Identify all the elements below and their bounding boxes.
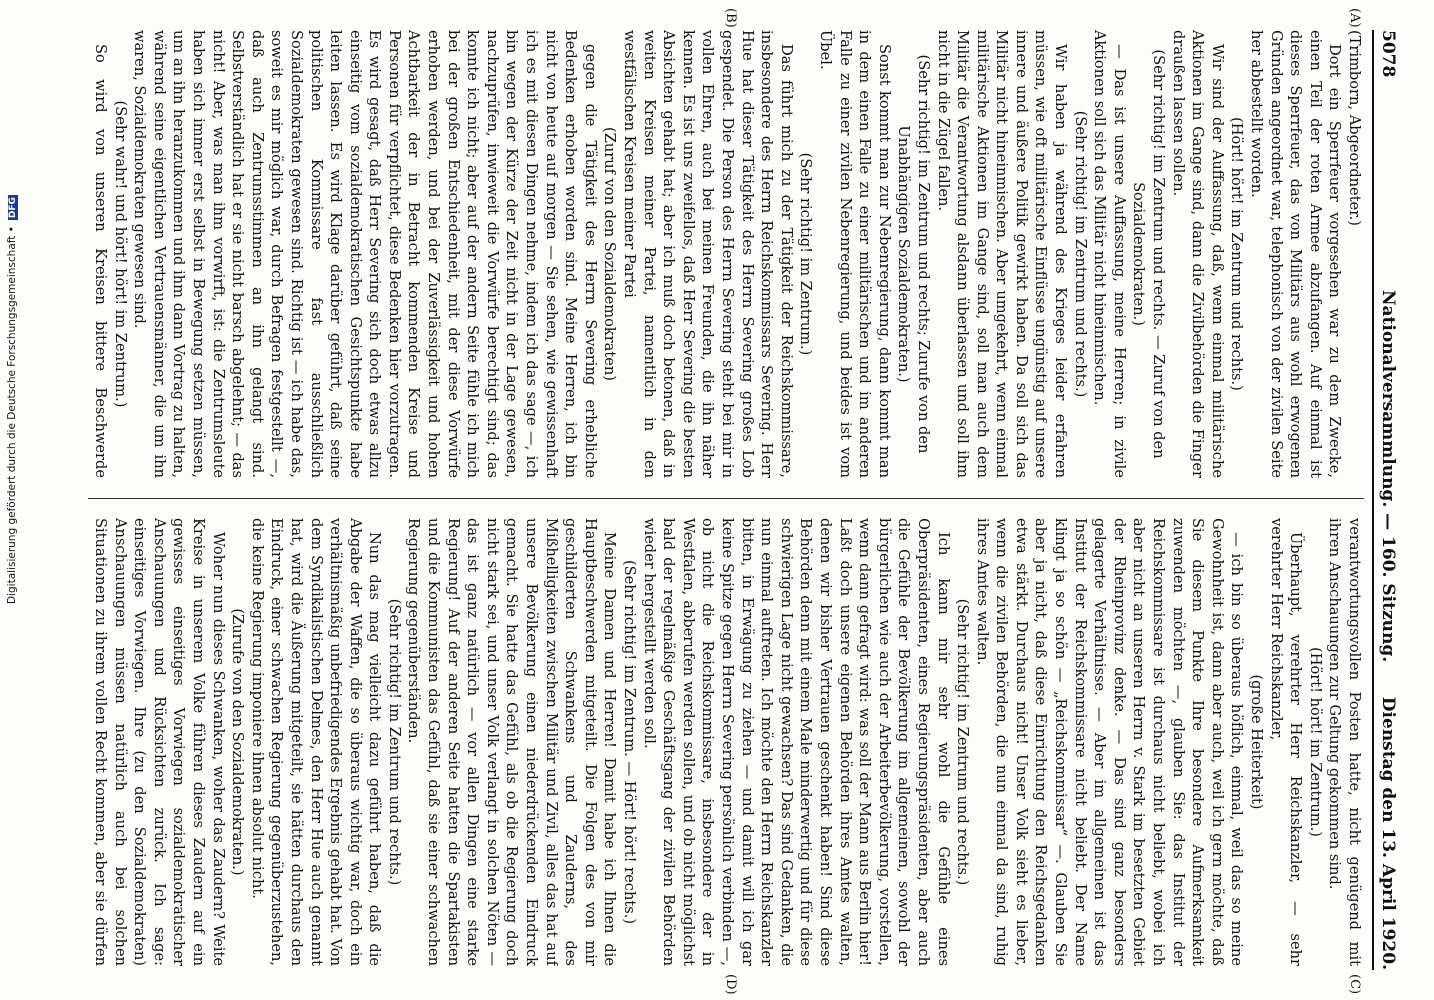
paragraph: Woher nun dieses Schwanken, woher das Zaudern? Weite Kreise in unserem Volke führen dieses Zaudern auf ein gewisses einseitiges Vorwiegen sozialdemokratischer Anschauungen und Rücksichten zurück. Ich sage: einseitiges Vorwiegen. Ihre (zu den Sozialdemokraten) Anschauungen müssen natürlich auch bei solchen Situationen zu ihrem vollen Recht kommen, aber sie dürfen [92,518,227,966]
paragraph: gegen die Tätigkeit des Herrn Severing erhebliche Bedenken erhoben worden sind. Meine Herren, ich bin nicht von heute auf morgen — Sie sehen, wie gewissenhaft ich es mit diesen Dingen nehme, indem ich das sage —, ich bin wegen der Kürze der Zeit nicht in der Lage gewesen, nachzuprüfen, inwieweit die Vorwürfe berechtigt sind; das konnte ich nicht; aber auf der andern Seite fühle ich mich bei der großen Entschiedenheit, mit der diese Vorwürfe erhoben werden, und bei der Zuverlässigkeit und hohen Achtbarkeit der in Betracht kommenden Kreise und Personen für verpflichtet, diese Bedenken hier vorzutragen. Es wird gesagt, daß Herr Severing sich doch etwas allzu einseitig vom sozialdemokratischen Gesichtspunkte habe leiten lassen. Es wird Klage darüber geführt, daß seine politischen Kommissare fast ausschließlich Sozialdemokraten gewesen sind. Richtig ist — ich habe das, soweit es mir möglich war, durch Befragen festgestellt —, daß auch Zentrumsstimmen an ihn gelangt sind. Selbstverständlich hat er sie nicht barsch abgelehnt; — das nicht! Aber, was man ihm vorwirft, ist: die Zentrumsleute haben sich immer erst selbst in Bewegung setzen müssen, um an ihn heranzukommen und ihm dann Vortrag zu halten, während seine eigentlichen Vertrauensmänner, die um ihn waren, Sozialdemokraten gewesen sind. [131,30,599,478]
left-text-column [88,30,1364,478]
interjection: (Hört! hört! im Zentrum.) [1306,647,1324,837]
paragraph: Ich kann mir sehr wohl die Gefühle eines Oberpräsidenten, eines Regierungspräsidenten, aber auch die Gefühle der Bevölkerung im allgemeinen, sowohl der bürgerlichen wie auch der Arbeiterbevölkerung, vorstellen, wenn dann gefragt wird: was soll der Mann aus Berlin hier! Laßt doch unsere eigenen Behörden ihres Amtes walten, denen wir bisher Vertrauen geschenkt haben! Sind diese Behörden denn mit einem Male minderwertig und für diese schwierigen Lage nicht gewachsen? Das sind Gedanken, die nun einmal auftreten. Ich möchte den Herrn Reichskanzler bitten, in Erwägung zu ziehen — und damit will ich gar keine Spitze gegen Herrn Severing persönlich verbinden —, ob nicht die Reichskommissare, insbesondere der in Westfalen, abberufen werden sollen, und ob nicht möglichst bald der regelmäßige Geschäftsgang der zivilen Behörden wieder hergestellt werden soll. [640,518,952,966]
interjection: (Sehr richtig! im Zentrum und rechts.) [385,598,403,886]
paragraph: Sonst kommt man zur Nebenregierung, dann kommt man in dem einen Falle zu einer militärischen und im anderen Falle zu einer zivilen Nebenregierung, und beides ist vom Übel. [816,30,893,478]
rotated-document-page [78,8,1398,995]
interjection: (Sehr wahr! und hört! hört! im Zentrum.) [111,100,129,408]
interjection: (Sehr richtig! im Zentrum und rechts.) [1071,110,1089,398]
paragraph: (Trimborn, Abgeordneter.) [1346,30,1363,226]
dfg-logo: DFG [8,197,18,219]
paragraph: So wird von unseren Kreisen bittere Beschwerde [92,44,109,478]
paragraph: — Das ist unsere Auffassung, meine Herren; in zivile Aktionen soll sich das Militär nicht hineinmischen. [1091,30,1128,478]
paragraph: verantwortungsvollen Posten hatte, nicht genügend mit ihren Anschauungen zur Geltung gekommen sind. [1326,518,1363,966]
paragraph: Wir haben ja während des Krieges leider erfahren müssen, wie oft militärische Einflüsse ungünstig auf unsere innere und äußere Politik gewirkt haben. Da soll sich das Militär nicht hineinmischen. Aber umgekehrt, wenn einmal militärische Aktionen im Gange sind, soll man auch dem Militär die Verantwortung alsdann überlassen und soll ihm nicht in die Zügel fallen. [934,30,1070,478]
interjection: (Sehr richtig! im Zentrum. — Hört! hört! rechts.) [621,559,639,925]
session-date: Dienstag den 13. April 1920. [1378,696,1398,970]
credit-text: Digitalisierung gefördert durch die Deutsche Forschungsgemeinschaft • [6,226,18,604]
page-header [1372,30,1398,970]
paragraph: Dort ein Sperrfeuer vorgesehen war zu dem Zwecke, einen Teil der roten Armee abzufangen. Auf einmal ist dieses Sperrfeuer, das von Militärs aus wohl erwogenen Gründen angeordnet war, telephonisch von der zivilen Seite her abbestellt worden. [1248,30,1344,478]
margin-mark-a: (A) [1347,8,1362,28]
digitization-credit [6,195,18,604]
right-text-column [88,518,1364,966]
session-title: Nationalversammlung. — 160. Sitzung. [1378,290,1398,663]
interjection: (Sehr richtig! im Zentrum.) [797,152,815,356]
margin-mark-b: (B) [723,8,738,28]
interjection: (Sehr richtig! im Zentrum und rechts. — Zuruf von den Sozialdemokraten.) [1130,49,1168,459]
interjection: (Sehr richtig! im Zentrum und rechts.) [954,598,972,886]
margin-mark-c: (C) [1347,974,1362,995]
page-number: 5078 [1378,30,1398,78]
paragraph: Überhaupt, verehrter Herr Reichskanzler, — sehr verehrter Herr Reichskanzler, [1267,518,1305,966]
paragraph: Das führt mich zu der Tätigkeit der Reichskommissare, insbesondere des Herrn Reichskommissars Severing. Herr Hue hat dieser Tätigkeit des Herrn Severing großes Lob gespendet. Die Person des Herrn Severing steht bei mir in vollen Ehren, auch bei meinen Freunden, die ihn näher kennen. Es ist uns zweifellos, daß Herr Severing die besten Absichten gehabt hat; aber ich muß doch betonen, daß in weiten Kreisen meiner Partei, namentlich in den westfälischen Kreisen meiner Partei [621,30,795,478]
paragraph: Meine Damen und Herren! Damit habe ich Ihnen die Hauptbeschwerden mitgeteilt. Die Folgen des von mir geschilderten Schwankens und Zauderns, des Mißhelligkeiten zwischen Militär und Zivil, alles das hat auf unsere Bevölkerung einen niederdrückenden Eindruck gemacht. Sie hatte das Gefühl, als ob die Regierung doch nicht stark sei, und unser Volk verlangt in solchen Nöten — das ist ganz natürlich — vor allen Dingen eine starke Regierung! Auf der anderen Seite hatten die Spartakisten und die Kommunisten das Gefühl, daß sie einer schwachen Regierung gegenüberständen. [405,518,619,966]
margin-mark-d: (D) [723,974,738,995]
interjection: (Sehr richtig! im Zentrum und rechts; Zurufe von den Unabhängigen Sozialdemokraten.) [895,54,932,454]
paragraph: Wir sind der Auffassung, daß, wenn einmal militärische Aktionen im Gange sind, dann die Zivilbehörden die Finger draußen lassen sollen. [1169,30,1226,478]
paragraph: Nun das mag vielleicht dazu geführt haben, daß die Abgabe der Waffen, die so überaus wichtig war, doch ein verhältnismäßig unbefriedigendes Ergebnis gehabt hat. Von dem Syndikalistischen Delmes, den Herr Hue auch genannt hat, wird die Äußerung mitgeteilt, sie hätten durchaus den Eindruck, einer schwachen Regierung gegenüberzustehen, die keine Regierung imponiere ihnen absolut nicht. [248,518,384,966]
paragraph: — ich bin so überaus höflich, einmal, weil das so meine Gewohnheit ist, dann aber auch, weil ich gern möchte, daß Sie diesem Punkte Ihre besondere Aufmerksamkeit zuwenden möchten —, glauben Sie: das Institut der Reichskommissare ist durchaus nicht beliebt, wobei ich aber nicht an unseren Herrn v. Stark im besetzten Gebiet der Rheinprovinz denke. — Das sind ganz besonders gelagerte Verhältnisse. — Aber im allgemeinen ist das Institut der Reichskommissare nicht beliebt. Der Name klingt ja so schön — „Reichskommissar“ —. Glauben Sie aber ja nicht, daß diese Einrichtung den Reichsgedanken etwa stärkt. Durchaus nicht! Unser Volk sieht es lieber, wenn die zivilen Behörden, die nun einmal da sind, ruhig ihres Amtes walten. [973,518,1246,966]
interjection: (Hört! hört! im Zentrum und rechts.) [1228,117,1246,391]
interjection: (Zurufe von den Sozialdemokraten.) [229,608,247,876]
interjection: (Zuruf von den Sozialdemokraten) [601,127,619,381]
column-divider [88,498,1364,499]
interjection: (große Heiterkeit) [1248,674,1266,810]
